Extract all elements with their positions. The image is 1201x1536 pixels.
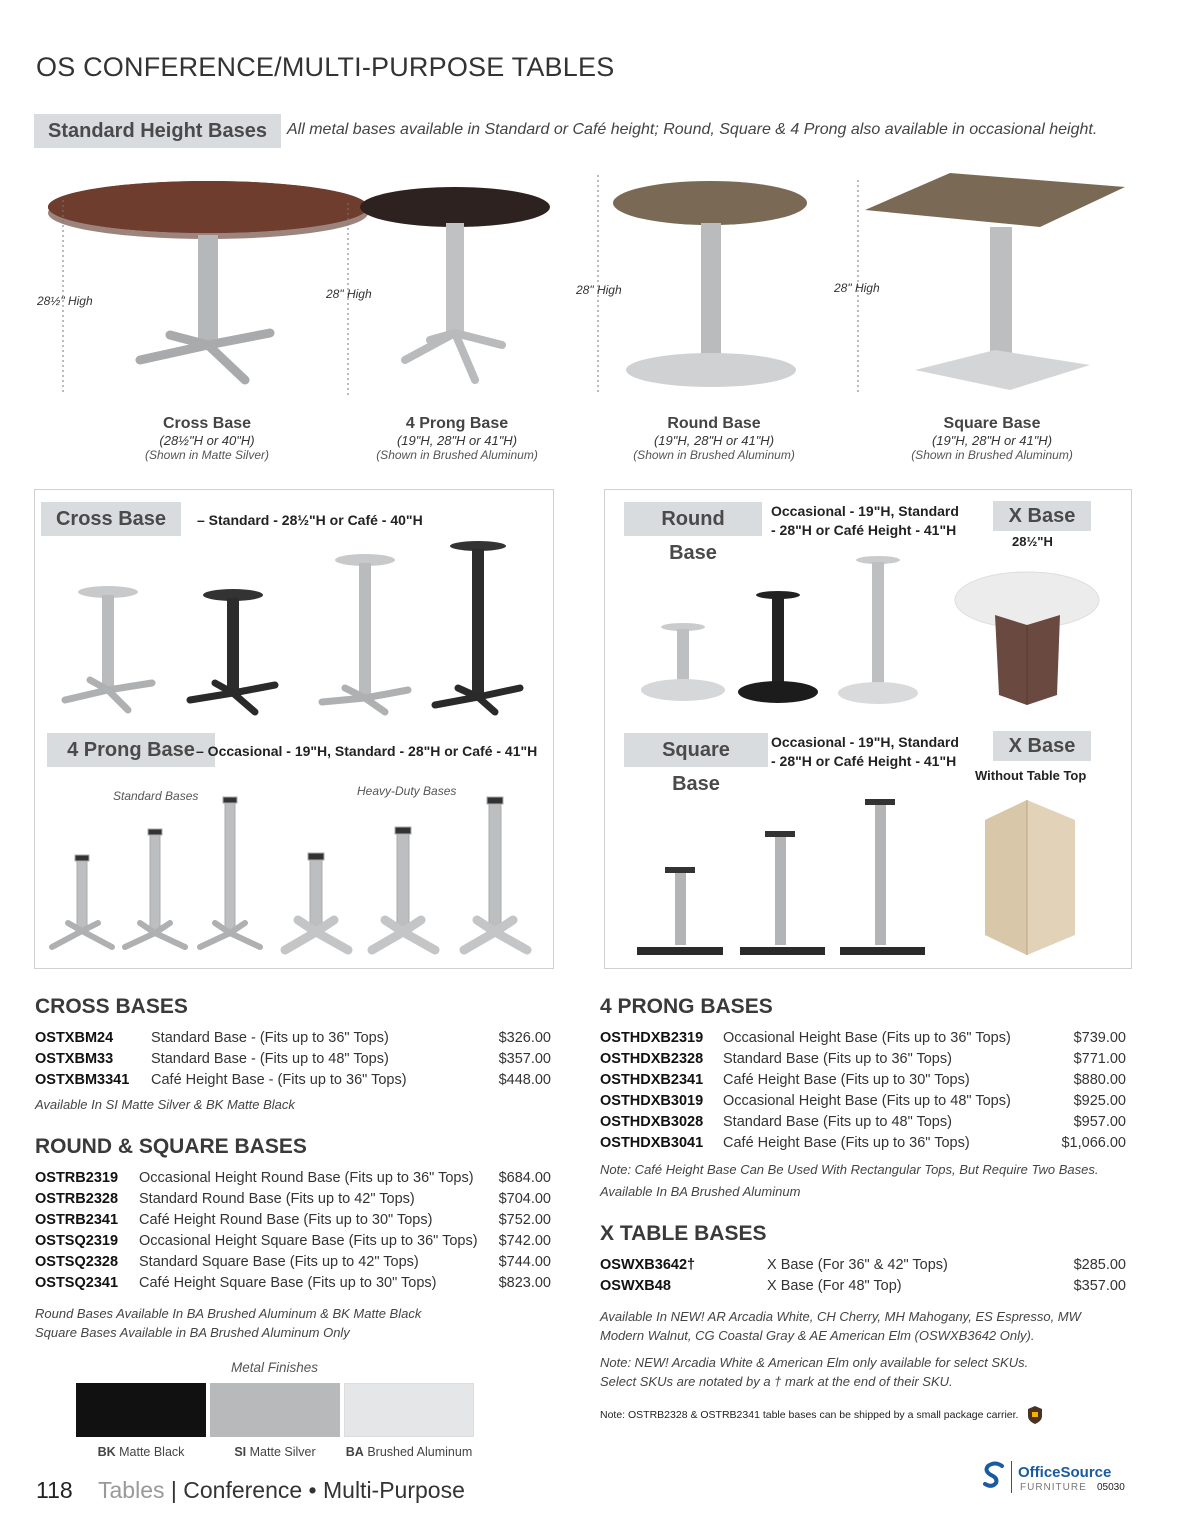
finish-code: BK — [97, 1445, 116, 1459]
sku: OSTSQ2319 — [35, 1232, 119, 1249]
swatch-label-aluminum — [344, 1445, 474, 1459]
table-row — [600, 1090, 1126, 1111]
price: $1,066.00 — [1061, 1134, 1126, 1151]
x-base-without-top-image — [985, 800, 1075, 955]
round-dim: 28" High — [576, 283, 622, 297]
standard-bases-caption: Standard Bases — [113, 789, 199, 803]
hero-prong-label — [357, 415, 557, 462]
round-base-silver-small — [641, 623, 725, 701]
square-base-medium — [740, 831, 825, 955]
cross-base-silver-1 — [65, 586, 152, 710]
price: $448.00 — [498, 1071, 551, 1088]
cross-base-black-2 — [435, 541, 520, 712]
shipping-carrier-icon — [1027, 1406, 1043, 1424]
round-panel-label: Round Base — [624, 502, 762, 536]
round-base-black — [738, 591, 818, 703]
price: $285.00 — [1073, 1256, 1126, 1273]
footer-section: Tables | Conference • Multi-Purpose — [98, 1477, 465, 1503]
price: $925.00 — [1073, 1092, 1126, 1109]
sku: OSWXB48 — [600, 1277, 671, 1294]
table-row — [600, 1111, 1126, 1132]
swatch-matte-silver — [210, 1383, 340, 1437]
prong-bases-title: 4 PRONG BASES — [600, 995, 773, 1018]
brand-sub: FURNITURE — [1020, 1482, 1087, 1493]
officesource-logo-icon — [982, 1461, 1008, 1491]
price: $752.00 — [498, 1211, 551, 1228]
sku: OSTRB2341 — [35, 1211, 119, 1228]
description: Café Height Round Base (Fits up to 30" Tops) — [139, 1211, 433, 1228]
description: Café Height Base - (Fits up to 36" Tops) — [151, 1071, 407, 1088]
square-dim: 28" High — [834, 281, 880, 295]
page-title: OS CONFERENCE/MULTI-PURPOSE TABLES — [36, 52, 615, 82]
hero-heights: (19"H, 28"H or 41"H) — [653, 433, 775, 448]
square-panel-note — [771, 733, 959, 771]
hero-shown: (Shown in Brushed Aluminum) — [911, 448, 1073, 462]
cross-panel-note: – Standard - 28½"H or Café - 40"H — [197, 512, 423, 528]
prong-note-1: Note: Café Height Base Can Be Used With Rectangular Tops, But Require Two Bases. — [600, 1162, 1099, 1177]
xbase2-panel-label: X Base — [993, 731, 1091, 761]
logo-divider — [1011, 1461, 1012, 1493]
cross-bases-table — [35, 1027, 551, 1090]
finish-code: SI — [234, 1445, 247, 1459]
description: X Base (For 48" Top) — [767, 1277, 902, 1294]
finish-name: Matte Silver — [249, 1445, 316, 1459]
x-bases-select-note — [600, 1353, 1028, 1391]
sku: OSTHDXB3019 — [600, 1092, 704, 1109]
description: Occasional Height Square Base (Fits up to 36" Tops) — [139, 1232, 478, 1249]
cross-bases-illustration — [40, 540, 545, 720]
price: $684.00 — [498, 1169, 551, 1186]
price: $704.00 — [498, 1190, 551, 1207]
brand-name: OfficeSource — [1018, 1464, 1112, 1481]
section-label: Standard Height Bases — [34, 114, 281, 148]
prong-bases-notes — [600, 1159, 1098, 1203]
price: $357.00 — [1073, 1277, 1126, 1294]
footer-section-name: Tables — [98, 1477, 165, 1503]
price: $771.00 — [1073, 1050, 1126, 1067]
metal-finishes-title: Metal Finishes — [231, 1360, 319, 1375]
prong-panel-note: – Occasional - 19"H, Standard - 28"H or Café - 41"H — [196, 743, 538, 759]
sku: OSTHDXB2341 — [600, 1071, 704, 1088]
table-row — [600, 1027, 1126, 1048]
swatch-matte-black — [76, 1383, 206, 1437]
table-row — [35, 1188, 551, 1209]
square-note: Square Bases Available in BA Brushed Aluminum Only — [35, 1325, 350, 1340]
hero-heights: (28½"H or 40"H) — [159, 433, 255, 448]
price: $823.00 — [498, 1274, 551, 1291]
price: $326.00 — [498, 1029, 551, 1046]
page-number: 118 — [36, 1477, 73, 1503]
table-row — [35, 1209, 551, 1230]
table-row — [600, 1132, 1126, 1153]
sku: OSTXBM24 — [35, 1029, 114, 1046]
sku: OSTRB2319 — [35, 1169, 119, 1186]
four-prong-bases-illustration — [40, 795, 545, 960]
description: Standard Base - (Fits up to 36" Tops) — [151, 1029, 389, 1046]
heavy-duty-bases-caption: Heavy-Duty Bases — [357, 784, 457, 798]
table-row — [35, 1027, 551, 1048]
sku: OSTHDXB3028 — [600, 1113, 704, 1130]
round-bases-illustration — [615, 545, 1120, 715]
finish-name: Matte Black — [119, 1445, 185, 1459]
price: $742.00 — [498, 1232, 551, 1249]
square-base-short — [637, 867, 723, 955]
sku: OSTXBM3341 — [35, 1071, 130, 1088]
description: Standard Base - (Fits up to 48" Tops) — [151, 1050, 389, 1067]
x-bases-title: X TABLE BASES — [600, 1222, 767, 1245]
cross-base-black-1 — [190, 589, 275, 712]
table-row — [35, 1272, 551, 1293]
round-note: Round Bases Available In BA Brushed Aluminum & BK Matte Black — [35, 1306, 422, 1321]
swatch-label-black — [76, 1445, 206, 1459]
cross-dim: 28½" High — [37, 294, 93, 308]
description: Café Height Base (Fits up to 36" Tops) — [723, 1134, 970, 1151]
description: Café Height Base (Fits up to 30" Tops) — [723, 1071, 970, 1088]
table-row — [600, 1275, 1126, 1296]
x-bases-availability — [600, 1307, 1081, 1345]
round-base-table-image — [613, 181, 807, 387]
table-row — [600, 1254, 1126, 1275]
description: Standard Round Base (Fits up to 42" Tops) — [139, 1190, 415, 1207]
sku: OSTHDXB3041 — [600, 1134, 704, 1151]
square-note-line-2: - 28"H or Café Height - 41"H — [771, 753, 957, 769]
hero-name: Round Base — [667, 415, 761, 432]
availability-line-1: Available In NEW! AR Arcadia White, CH Cherry, MH Mahogany, ES Espresso, MW — [600, 1309, 1081, 1324]
square-bases-illustration — [615, 795, 1120, 960]
table-row — [600, 1069, 1126, 1090]
table-row — [35, 1069, 551, 1090]
hero-name: 4 Prong Base — [405, 415, 509, 432]
description: X Base (For 36" & 42" Tops) — [767, 1256, 948, 1273]
round-base-silver-tall — [838, 556, 918, 704]
prong-note-2: Available In BA Brushed Aluminum — [600, 1184, 801, 1199]
description: Café Height Square Base (Fits up to 30" Tops) — [139, 1274, 437, 1291]
price: $880.00 — [1073, 1071, 1126, 1088]
sku: OSTSQ2341 — [35, 1274, 119, 1291]
swatch-label-silver — [210, 1445, 340, 1459]
table-row — [35, 1251, 551, 1272]
table-row — [600, 1048, 1126, 1069]
round-panel-note — [771, 502, 959, 540]
cross-base-table-image — [48, 181, 368, 380]
hero-heights: (19"H, 28"H or 41"H) — [396, 433, 518, 448]
swatch-brushed-aluminum — [344, 1383, 474, 1437]
xbase-without-top: Without Table Top — [975, 768, 1087, 783]
round-square-note — [35, 1304, 421, 1342]
sku: OSTHDXB2319 — [600, 1029, 704, 1046]
availability-line-2: Modern Walnut, CG Coastal Gray & AE American Elm (OSWXB3642 Only). — [600, 1328, 1035, 1343]
description: Standard Base (Fits up to 36" Tops) — [723, 1050, 952, 1067]
sku: OSWXB3642† — [600, 1256, 696, 1273]
hero-shown: (Shown in Matte Silver) — [144, 448, 270, 462]
shipping-note: Note: OSTRB2328 & OSTRB2341 table bases can be shipped by a small package carrier. — [600, 1409, 1019, 1421]
xbase-height: 28½"H — [1012, 534, 1053, 549]
prong-dim: 28" High — [326, 287, 372, 301]
table-row — [35, 1167, 551, 1188]
price: $357.00 — [498, 1050, 551, 1067]
description: Occasional Height Round Base (Fits up to 36" Tops) — [139, 1169, 474, 1186]
sku: OSTXBM33 — [35, 1050, 114, 1067]
cross-base-silver-2 — [322, 554, 408, 712]
hero-name: Cross Base — [162, 415, 252, 432]
cross-panel-label: Cross Base — [41, 502, 181, 536]
sku: OSTRB2328 — [35, 1190, 119, 1207]
four-prong-table-image — [360, 187, 550, 380]
sku: OSTSQ2328 — [35, 1253, 119, 1270]
round-note-line-2: - 28"H or Café Height - 41"H — [771, 522, 957, 538]
hero-name: Square Base — [943, 415, 1041, 432]
x-base-table-with-top — [955, 572, 1099, 705]
sku: OSTHDXB2328 — [600, 1050, 704, 1067]
hero-square-label — [892, 415, 1092, 462]
x-bases-table — [600, 1254, 1126, 1296]
round-note-line-1: Occasional - 19"H, Standard — [771, 503, 959, 519]
round-square-title: ROUND & SQUARE BASES — [35, 1135, 307, 1158]
cross-bases-note: Available In SI Matte Silver & BK Matte Black — [35, 1097, 295, 1112]
table-row — [35, 1230, 551, 1251]
finish-name: Brushed Aluminum — [367, 1445, 473, 1459]
square-base-tall — [840, 799, 925, 955]
description: Occasional Height Base (Fits up to 36" Tops) — [723, 1029, 1011, 1046]
square-base-table-image — [865, 173, 1125, 390]
hero-cross-label — [107, 415, 307, 462]
description: Occasional Height Base (Fits up to 48" Tops) — [723, 1092, 1011, 1109]
finish-code: BA — [345, 1445, 364, 1459]
cross-bases-title: CROSS BASES — [35, 995, 188, 1018]
xbase-panel-label: X Base — [993, 501, 1091, 531]
hero-shown: (Shown in Brushed Aluminum) — [633, 448, 795, 462]
catalog-code: 05030 — [1097, 1482, 1125, 1493]
intro-text: All metal bases available in Standard or Café height; Round, Square & 4 Prong also available in occasional height. — [287, 121, 1098, 138]
hero-shown: (Shown in Brushed Aluminum) — [376, 448, 538, 462]
select-note-1: Note: NEW! Arcadia White & American Elm only available for select SKUs. — [600, 1355, 1029, 1370]
square-note-line-1: Occasional - 19"H, Standard — [771, 734, 959, 750]
price: $744.00 — [498, 1253, 551, 1270]
description: Standard Square Base (Fits up to 42" Tops) — [139, 1253, 419, 1270]
hero-round-label — [614, 415, 814, 462]
description: Standard Base (Fits up to 48" Tops) — [723, 1113, 952, 1130]
footer-subsection: Conference • Multi-Purpose — [183, 1477, 465, 1503]
table-row — [35, 1048, 551, 1069]
prong-bases-table — [600, 1027, 1126, 1153]
prong-panel-label: 4 Prong Base — [47, 733, 215, 767]
square-panel-label: Square Base — [624, 733, 768, 767]
hero-heights: (19"H, 28"H or 41"H) — [931, 433, 1053, 448]
price: $739.00 — [1073, 1029, 1126, 1046]
select-note-2: Select SKUs are notated by a † mark at the end of their SKU. — [600, 1374, 953, 1389]
round-square-table — [35, 1167, 551, 1293]
price: $957.00 — [1073, 1113, 1126, 1130]
